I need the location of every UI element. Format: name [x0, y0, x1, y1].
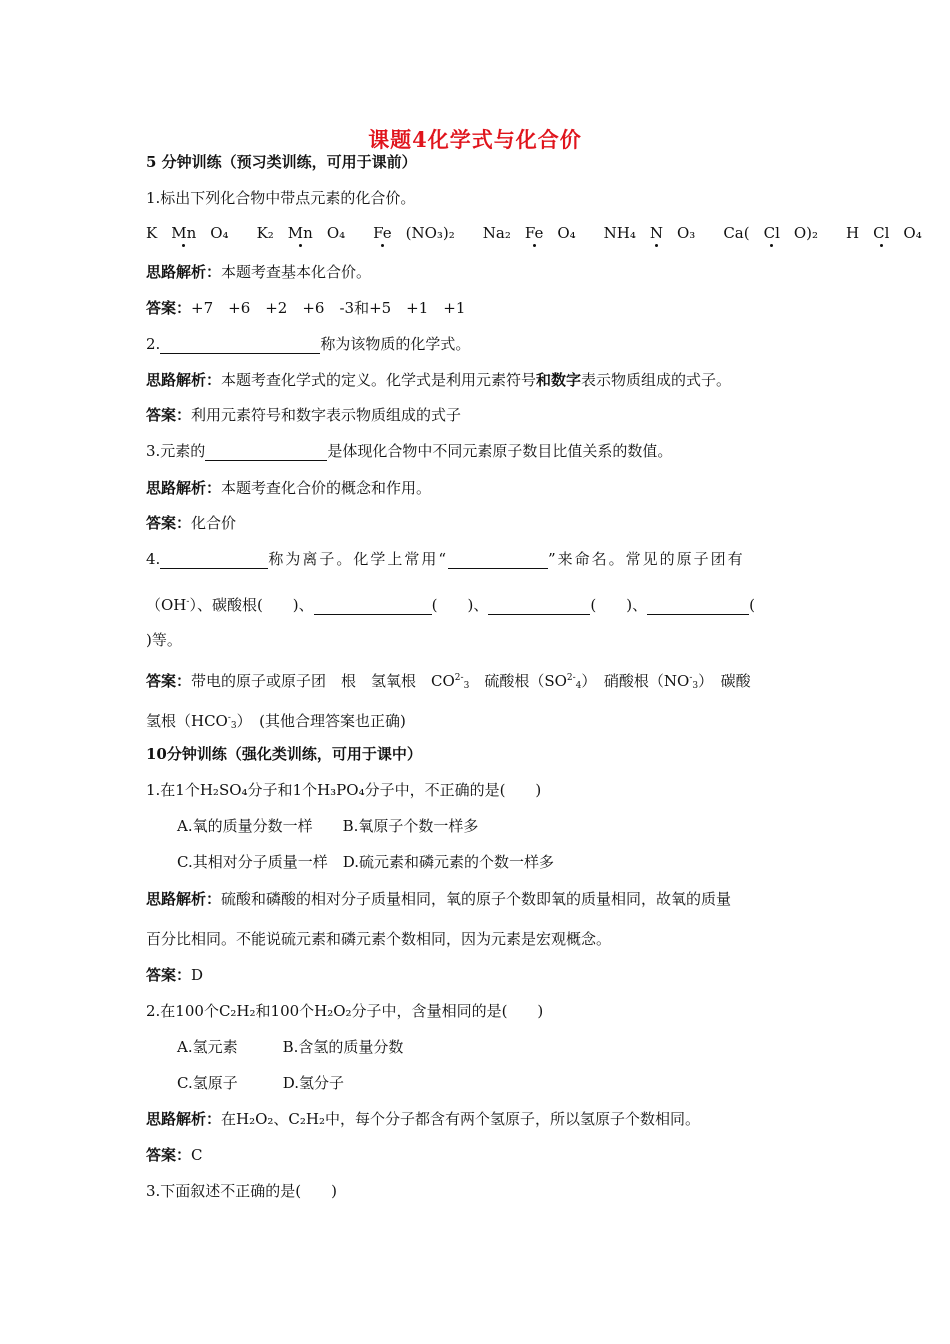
page-title: 课题4化学式与化合价: [368, 127, 582, 152]
b2-options-ab: A.氢元素 B.含氢的质量分数: [177, 1038, 404, 1056]
q3-analysis-text: 本题考查化合价的概念和作用。: [221, 479, 432, 497]
answer-label: 答案：: [146, 1146, 192, 1164]
b2-answer-text: C: [191, 1146, 203, 1164]
blank: [448, 553, 548, 569]
formula-item: Na₂ Fe O₄: [482, 224, 576, 242]
formula-item: NH₄ N O₃: [603, 224, 696, 242]
charge-sup: 2-: [454, 673, 464, 683]
dotted-element: N: [649, 224, 663, 242]
q4-text-a: 4.: [146, 550, 161, 568]
formula-list: [146, 223, 950, 243]
q3-text-a: 3.元素的: [146, 442, 206, 460]
charge-sup: -: [227, 713, 231, 723]
subscript: 3: [463, 681, 470, 691]
blank: [160, 338, 320, 354]
b-question-1: 1.在1个H₂SO₄分子和1个H₃PO₄分子中，不正确的是( ): [146, 781, 542, 799]
subscript: 3: [692, 681, 699, 691]
q2-answer-text: 利用元素符号和数字表示物质组成的式子: [191, 406, 462, 424]
question-3: [146, 441, 672, 461]
dotted-element: Mn: [287, 224, 313, 242]
answer-label: 答案：: [146, 514, 192, 532]
q4-answer-line2: [146, 708, 406, 736]
q2-analysis: [146, 370, 731, 390]
q2-text: 称为该物质的化学式。: [320, 335, 471, 353]
b2-options-cd: C.氢原子 D.氢分子: [177, 1074, 344, 1092]
q4-answer-text-1c: ） 硝酸根（NO: [581, 672, 690, 690]
answer-label: 答案：: [146, 406, 192, 424]
q3-text-b: 是体现化合物中不同元素原子数目比值关系的数值。: [327, 442, 673, 460]
q2-analysis-text-b: 和数字: [536, 371, 582, 389]
q4-text-paren3: (: [749, 596, 755, 614]
q1-answer-text: +7 +6 +2 +6 -3和+5 +1 +1: [191, 299, 466, 317]
analysis-label: 思路解析：: [146, 890, 222, 908]
answer-label: 答案：: [146, 299, 192, 317]
q4-answer-text-1b: 硫酸根（SO: [469, 672, 567, 690]
b-question-2: 2.在100个C₂H₂和100个H₂O₂分子中，含量相同的是( ): [146, 1002, 544, 1020]
q2-answer: [146, 405, 461, 425]
analysis-label: 思路解析：: [146, 371, 222, 389]
dotted-element: Mn: [171, 224, 197, 242]
q4-answer-text-1: 带电的原子或原子团 根 氢氧根 CO: [191, 672, 455, 690]
b1-options-cd: C.其相对分子质量一样 D.硫元素和磷元素的个数一样多: [177, 853, 554, 871]
q4-text-oh: （OH: [146, 596, 187, 614]
b1-analysis-text-1: 硫酸和磷酸的相对分子质量相同，氧的原子个数即氧的质量相同，故氧的质量: [221, 890, 732, 908]
analysis-label: 思路解析：: [146, 263, 222, 281]
analysis-label: 思路解析：: [146, 479, 222, 497]
question-4-line1: [146, 549, 745, 569]
blank: [647, 599, 749, 615]
charge-sup: 2-: [566, 673, 576, 683]
b2-analysis: [146, 1109, 700, 1129]
formula-item: Fe (NO₃)₂: [373, 224, 455, 242]
dotted-element: Fe: [373, 224, 392, 242]
b-question-3: 3.下面叙述不正确的是( ): [146, 1182, 338, 1200]
formula-item: Ca( Cl O)₂: [723, 224, 819, 242]
formula-item: H Cl O₄: [846, 224, 922, 242]
section-heading-10min: 10分钟训练（强化类训练，可用于课中）: [146, 745, 422, 763]
q4-text-paren1: ( )、: [431, 596, 489, 614]
question-4-line3: )等。: [146, 631, 182, 649]
question-1: 1.标出下列化合物中带点元素的化合价。: [146, 189, 416, 207]
answer-label: 答案：: [146, 672, 192, 690]
b2-analysis-text: 在H₂O₂、C₂H₂中，每个分子都含有两个氢原子，所以氢原子个数相同。: [221, 1110, 701, 1128]
blank: [488, 599, 590, 615]
blank: [160, 553, 268, 569]
question-4-line2: [146, 592, 755, 615]
b1-answer-text: D: [191, 966, 204, 984]
subscript: 3: [230, 721, 237, 731]
answer-label: 答案：: [146, 966, 192, 984]
b1-answer: [146, 965, 203, 985]
dotted-element: Cl: [763, 224, 780, 242]
q4-text-c: ”来命名。常见的原子团有: [547, 550, 745, 568]
blank: [314, 599, 432, 615]
q2-analysis-text-c: 表示物质组成的式子。: [581, 371, 732, 389]
formula-item: K₂ Mn O₄: [256, 224, 346, 242]
b1-analysis-line2: 百分比相同。不能说硫元素和磷元素个数相同，因为元素是宏观概念。: [146, 930, 612, 948]
question-2: [146, 334, 470, 354]
formula-item: K Mn O₄: [146, 224, 229, 242]
b2-answer: [146, 1145, 203, 1165]
q1-analysis-text: 本题考查基本化合价。: [221, 263, 372, 281]
analysis-label: 思路解析：: [146, 1110, 222, 1128]
q3-answer-text: 化合价: [191, 514, 237, 532]
q4-answer-text-2b: ） (其他合理答案也正确): [236, 712, 406, 730]
q4-text-paren2: ( )、: [590, 596, 648, 614]
dotted-element: Fe: [524, 224, 544, 242]
charge-sup: -: [689, 673, 693, 683]
q1-analysis: [146, 262, 371, 282]
section-heading-5min: 5 分钟训练（预习类训练，可用于课前）: [146, 153, 417, 171]
q2-analysis-text-a: 本题考查化学式的定义。化学式是利用元素符号: [221, 371, 537, 389]
q3-analysis: [146, 478, 431, 498]
q4-text-carbonate: ）、碳酸根( )、: [189, 596, 314, 614]
b1-options-ab: A.氧的质量分数一样 B.氧原子个数一样多: [177, 817, 479, 835]
q4-answer-text-2a: 氢根（HCO: [146, 712, 228, 730]
q2-number: 2.: [146, 335, 161, 353]
q1-answer: [146, 298, 465, 318]
dotted-element: Cl: [873, 224, 890, 242]
q3-answer: [146, 513, 236, 533]
q4-answer-text-1d: ） 碳酸: [698, 672, 751, 690]
q4-answer-line1: [146, 668, 751, 696]
q4-text-b: 称为离子。化学上常用“: [268, 550, 448, 568]
charge-sup: -: [186, 597, 190, 607]
blank: [205, 445, 327, 461]
b1-analysis-line1: [146, 889, 731, 909]
subscript: 4: [575, 681, 582, 691]
